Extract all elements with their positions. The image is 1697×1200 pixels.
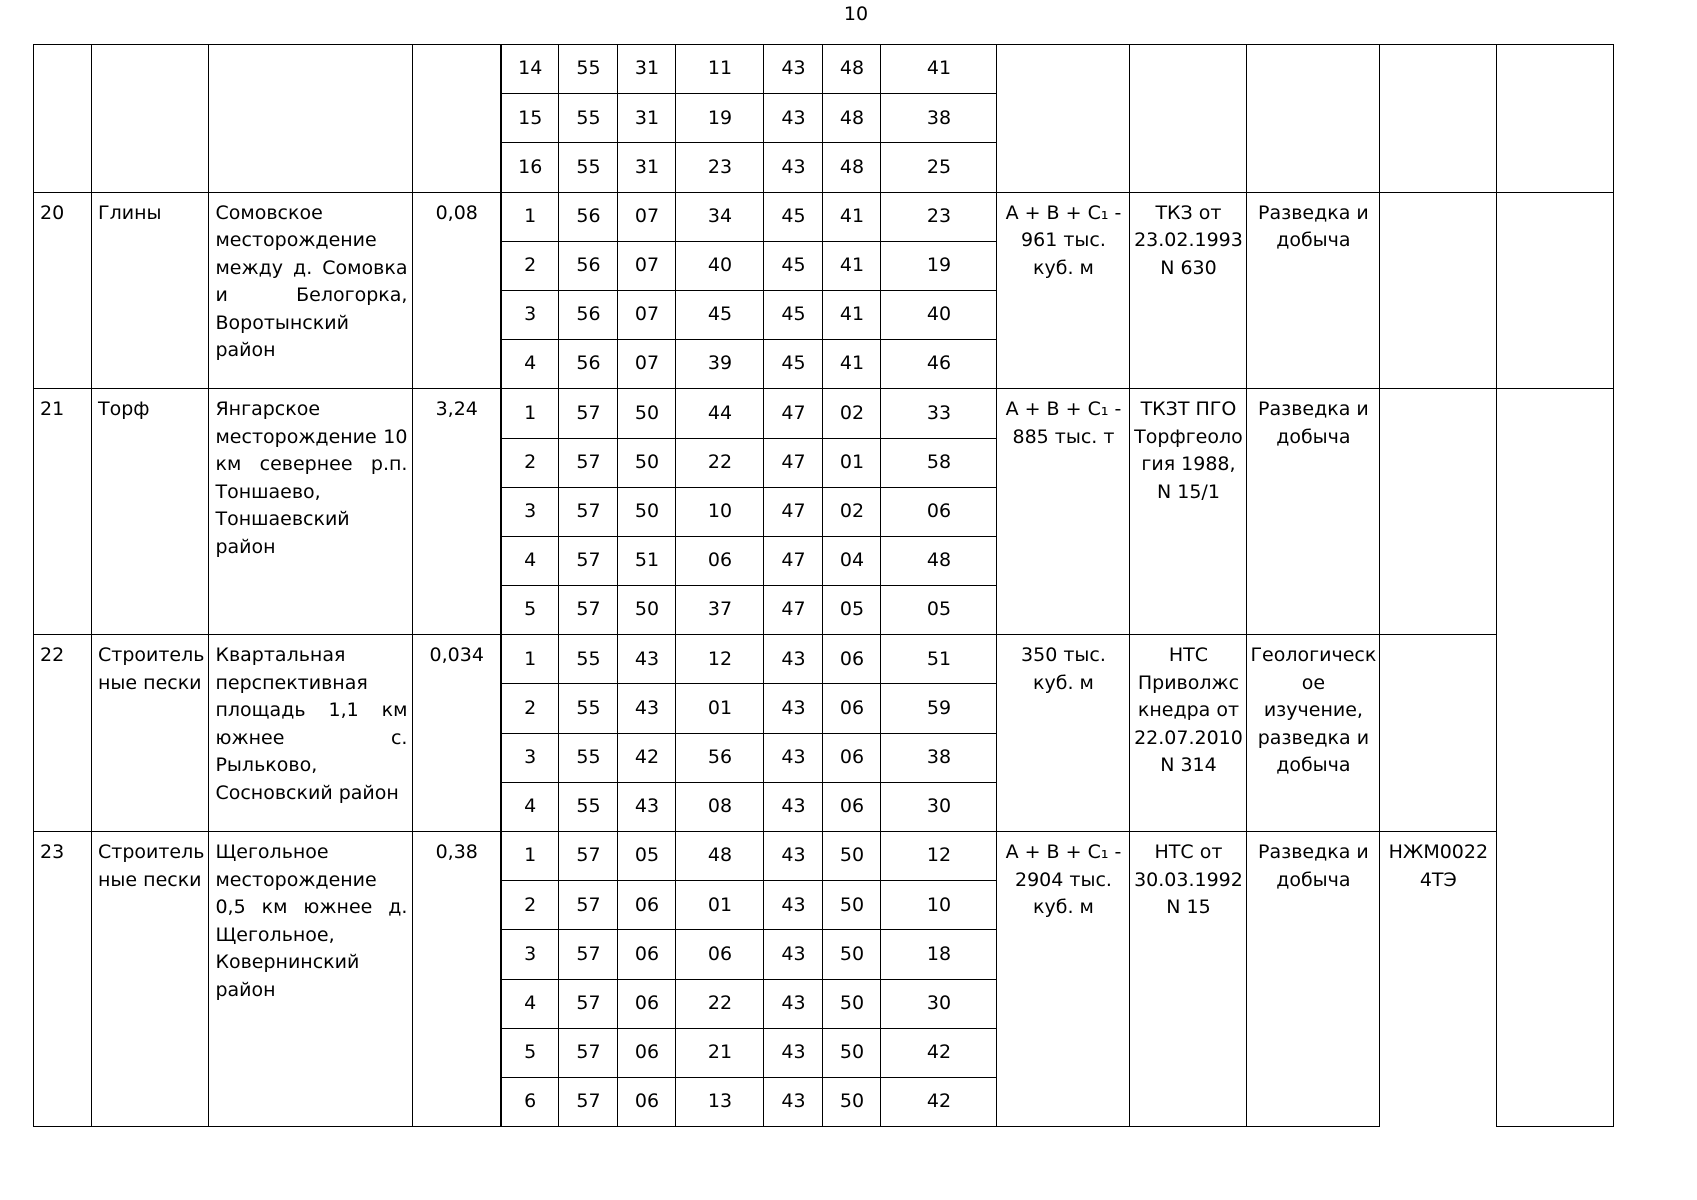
coordinate-cell: 57 (559, 979, 618, 1028)
coordinate-cell: 1 (501, 389, 559, 438)
coordinate-cell: 18 (881, 930, 997, 979)
coordinate-cell: 56 (559, 290, 618, 339)
license-cell: НЖМ0022 4ТЭ (1380, 832, 1497, 1127)
coordinate-cell: 50 (823, 1028, 881, 1077)
coordinate-cell: 14 (501, 45, 559, 94)
coordinate-cell: 45 (764, 340, 823, 389)
coordinate-cell: 34 (676, 192, 764, 241)
coordinate-cell: 41 (823, 192, 881, 241)
coordinate-cell: 50 (823, 832, 881, 881)
coordinate-cell: 07 (618, 290, 676, 339)
coordinate-cell: 05 (823, 586, 881, 635)
number-cell: 23 (34, 832, 92, 1127)
coordinate-cell: 15 (501, 94, 559, 143)
coordinate-cell: 31 (618, 45, 676, 94)
page-number: 10 (843, 3, 869, 25)
coordinate-cell: 37 (676, 586, 764, 635)
coordinate-cell: 45 (764, 192, 823, 241)
coordinate-cell: 06 (823, 635, 881, 684)
coordinate-cell: 43 (764, 143, 823, 192)
coordinate-cell: 57 (559, 586, 618, 635)
coordinate-cell: 43 (764, 782, 823, 831)
coordinate-cell: 11 (676, 45, 764, 94)
coordinate-cell: 43 (764, 733, 823, 782)
number-cell: 22 (34, 635, 92, 832)
purpose-cell: Разведка и добыча (1247, 192, 1380, 389)
area-cell: 0,08 (413, 192, 501, 389)
coordinate-cell: 19 (881, 241, 997, 290)
license-cell (1380, 192, 1497, 389)
coordinate-cell: 50 (618, 487, 676, 536)
coordinate-cell: 10 (881, 881, 997, 930)
purpose-cell (1247, 45, 1380, 193)
coordinate-cell: 47 (764, 487, 823, 536)
coordinate-cell: 41 (823, 241, 881, 290)
coordinate-cell: 50 (618, 389, 676, 438)
coordinate-cell: 06 (618, 881, 676, 930)
coordinate-cell: 58 (881, 438, 997, 487)
coordinate-cell: 50 (823, 930, 881, 979)
coordinate-cell: 43 (764, 94, 823, 143)
coordinate-cell: 06 (618, 930, 676, 979)
coordinate-cell: 13 (676, 1077, 764, 1126)
coordinate-cell: 4 (501, 536, 559, 585)
coordinate-cell: 23 (676, 143, 764, 192)
coordinate-cell: 21 (676, 1028, 764, 1077)
coordinate-cell: 06 (676, 930, 764, 979)
coordinate-cell: 56 (559, 241, 618, 290)
coordinate-cell: 23 (881, 192, 997, 241)
coordinate-cell: 6 (501, 1077, 559, 1126)
mineral-cell: Торф (92, 389, 209, 635)
coordinate-cell: 41 (823, 290, 881, 339)
table-row (34, 192, 1614, 241)
approval-cell: НТС от 30.03.1992 N 15 (1130, 832, 1247, 1127)
coordinate-cell: 51 (618, 536, 676, 585)
coordinate-cell: 42 (881, 1028, 997, 1077)
coordinate-cell: 57 (559, 881, 618, 930)
coordinate-cell: 57 (559, 1028, 618, 1077)
license-cell (1380, 389, 1497, 635)
coordinate-cell: 10 (676, 487, 764, 536)
coordinate-cell: 51 (881, 635, 997, 684)
coordinate-cell: 45 (764, 290, 823, 339)
extra-cell (1497, 192, 1614, 389)
coordinate-cell: 01 (676, 881, 764, 930)
coordinate-cell: 43 (764, 881, 823, 930)
table-row (34, 389, 1614, 438)
coordinate-cell: 57 (559, 1077, 618, 1126)
approval-cell: НТС Приволжс кнедра от 22.07.2010 N 314 (1130, 635, 1247, 832)
coordinate-cell: 30 (881, 782, 997, 831)
coordinate-cell: 57 (559, 832, 618, 881)
coordinate-cell: 43 (764, 930, 823, 979)
coordinate-cell: 50 (618, 586, 676, 635)
number-cell: 21 (34, 389, 92, 635)
mineral-cell: Строитель ные пески (92, 832, 209, 1127)
coordinate-cell: 48 (823, 45, 881, 94)
coordinate-cell: 46 (881, 340, 997, 389)
coordinate-cell: 57 (559, 438, 618, 487)
deposits-table (33, 44, 1614, 1127)
number-cell (34, 45, 92, 193)
coordinate-cell: 43 (764, 832, 823, 881)
coordinate-cell: 41 (823, 340, 881, 389)
coordinate-cell: 2 (501, 241, 559, 290)
coordinate-cell: 02 (823, 389, 881, 438)
coordinate-cell: 55 (559, 143, 618, 192)
coordinate-cell: 44 (676, 389, 764, 438)
coordinate-cell: 50 (823, 1077, 881, 1126)
reserves-cell: А + В + C₁ - 961 тыс. куб. м (997, 192, 1130, 389)
coordinate-cell: 3 (501, 290, 559, 339)
coordinate-cell: 43 (764, 979, 823, 1028)
coordinate-cell: 55 (559, 684, 618, 733)
location-cell: Щегольное месторождение 0,5 км южнее д. Щегольное, Ковернинский район (209, 832, 413, 1127)
coordinate-cell: 2 (501, 438, 559, 487)
coordinate-cell: 25 (881, 143, 997, 192)
coordinate-cell: 06 (823, 684, 881, 733)
coordinate-cell: 01 (676, 684, 764, 733)
coordinate-cell: 06 (823, 782, 881, 831)
coordinate-cell: 43 (764, 45, 823, 94)
coordinate-cell: 47 (764, 536, 823, 585)
coordinate-cell: 30 (881, 979, 997, 1028)
coordinate-cell: 41 (881, 45, 997, 94)
location-cell: Квартальная перспективная площадь 1,1 км южнее с. Рыльково, Сосновский район (209, 635, 413, 832)
coordinate-cell: 01 (823, 438, 881, 487)
coordinate-cell: 40 (881, 290, 997, 339)
reserves-cell (997, 45, 1130, 193)
coordinate-cell: 06 (618, 979, 676, 1028)
coordinate-cell: 33 (881, 389, 997, 438)
coordinate-cell: 43 (618, 684, 676, 733)
table-row (34, 45, 1614, 94)
coordinate-cell: 43 (618, 782, 676, 831)
reserves-cell: А + В + C₁ - 2904 тыс. куб. м (997, 832, 1130, 1127)
area-cell: 3,24 (413, 389, 501, 635)
coordinate-cell: 06 (881, 487, 997, 536)
coordinate-cell: 12 (881, 832, 997, 881)
coordinate-cell: 4 (501, 340, 559, 389)
coordinate-cell: 48 (881, 536, 997, 585)
coordinate-cell: 48 (676, 832, 764, 881)
coordinate-cell: 22 (676, 979, 764, 1028)
table-row (34, 832, 1614, 881)
coordinate-cell: 31 (618, 143, 676, 192)
coordinate-cell: 3 (501, 930, 559, 979)
coordinate-cell: 57 (559, 389, 618, 438)
location-cell: Янгарское месторождение 10 км севернее р.п. Тоншаево, Тоншаевский район (209, 389, 413, 635)
coordinate-cell: 55 (559, 782, 618, 831)
approval-cell: ТКЗТ ПГО Торфгеоло гия 1988, N 15/1 (1130, 389, 1247, 635)
coordinate-cell: 45 (764, 241, 823, 290)
coordinate-cell: 55 (559, 733, 618, 782)
extra-cell (1497, 389, 1614, 1127)
coordinate-cell: 50 (823, 881, 881, 930)
coordinate-cell: 07 (618, 192, 676, 241)
coordinate-cell: 22 (676, 438, 764, 487)
mineral-cell (92, 45, 209, 193)
coordinate-cell: 1 (501, 832, 559, 881)
coordinate-cell: 42 (618, 733, 676, 782)
coordinate-cell: 43 (764, 1028, 823, 1077)
coordinate-cell: 43 (764, 635, 823, 684)
coordinate-cell: 55 (559, 45, 618, 94)
deposits-table-body (34, 45, 1614, 1127)
coordinate-cell: 55 (559, 94, 618, 143)
coordinate-cell: 45 (676, 290, 764, 339)
coordinate-cell: 4 (501, 782, 559, 831)
area-cell: 0,034 (413, 635, 501, 832)
mineral-cell: Строитель ные пески (92, 635, 209, 832)
number-cell: 20 (34, 192, 92, 389)
coordinate-cell: 19 (676, 94, 764, 143)
coordinate-cell: 05 (881, 586, 997, 635)
purpose-cell: Разведка и добыча (1247, 832, 1380, 1127)
location-cell (209, 45, 413, 193)
coordinate-cell: 38 (881, 94, 997, 143)
extra-cell (1497, 45, 1614, 193)
coordinate-cell: 5 (501, 586, 559, 635)
coordinate-cell: 5 (501, 1028, 559, 1077)
coordinate-cell: 57 (559, 487, 618, 536)
coordinate-cell: 50 (618, 438, 676, 487)
area-cell (413, 45, 501, 193)
coordinate-cell: 07 (618, 241, 676, 290)
coordinate-cell: 38 (881, 733, 997, 782)
coordinate-cell: 48 (823, 143, 881, 192)
coordinate-cell: 12 (676, 635, 764, 684)
coordinate-cell: 07 (618, 340, 676, 389)
coordinate-cell: 40 (676, 241, 764, 290)
coordinate-cell: 55 (559, 635, 618, 684)
approval-cell: ТКЗ от 23.02.1993 N 630 (1130, 192, 1247, 389)
coordinate-cell: 06 (618, 1077, 676, 1126)
coordinate-cell: 43 (764, 1077, 823, 1126)
coordinate-cell: 56 (559, 340, 618, 389)
coordinate-cell: 1 (501, 635, 559, 684)
coordinate-cell: 47 (764, 389, 823, 438)
coordinate-cell: 57 (559, 930, 618, 979)
coordinate-cell: 02 (823, 487, 881, 536)
coordinate-cell: 04 (823, 536, 881, 585)
purpose-cell: Геологическ ое изучение, разведка и добыча (1247, 635, 1380, 832)
area-cell: 0,38 (413, 832, 501, 1127)
coordinate-cell: 3 (501, 487, 559, 536)
coordinate-cell: 47 (764, 438, 823, 487)
coordinate-cell: 39 (676, 340, 764, 389)
coordinate-cell: 06 (676, 536, 764, 585)
reserves-cell: А + В + C₁ - 885 тыс. т (997, 389, 1130, 635)
coordinate-cell: 2 (501, 881, 559, 930)
coordinate-cell: 43 (764, 684, 823, 733)
coordinate-cell: 2 (501, 684, 559, 733)
purpose-cell: Разведка и добыча (1247, 389, 1380, 635)
coordinate-cell: 1 (501, 192, 559, 241)
coordinate-cell: 57 (559, 536, 618, 585)
coordinate-cell: 06 (823, 733, 881, 782)
coordinate-cell: 43 (618, 635, 676, 684)
license-cell (1380, 635, 1497, 832)
coordinate-cell: 59 (881, 684, 997, 733)
location-cell: Сомовское месторождение между д. Сомовка и Белогорка, Воротынский район (209, 192, 413, 389)
coordinate-cell: 47 (764, 586, 823, 635)
coordinate-cell: 50 (823, 979, 881, 1028)
coordinate-cell: 56 (559, 192, 618, 241)
coordinate-cell: 3 (501, 733, 559, 782)
table-row (34, 635, 1614, 684)
license-cell (1380, 45, 1497, 193)
reserves-cell: 350 тыс. куб. м (997, 635, 1130, 832)
coordinate-cell: 31 (618, 94, 676, 143)
mineral-cell: Глины (92, 192, 209, 389)
coordinate-cell: 4 (501, 979, 559, 1028)
coordinate-cell: 16 (501, 143, 559, 192)
coordinate-cell: 42 (881, 1077, 997, 1126)
coordinate-cell: 48 (823, 94, 881, 143)
coordinate-cell: 06 (618, 1028, 676, 1077)
coordinate-cell: 08 (676, 782, 764, 831)
coordinate-cell: 56 (676, 733, 764, 782)
coordinate-cell: 05 (618, 832, 676, 881)
approval-cell (1130, 45, 1247, 193)
